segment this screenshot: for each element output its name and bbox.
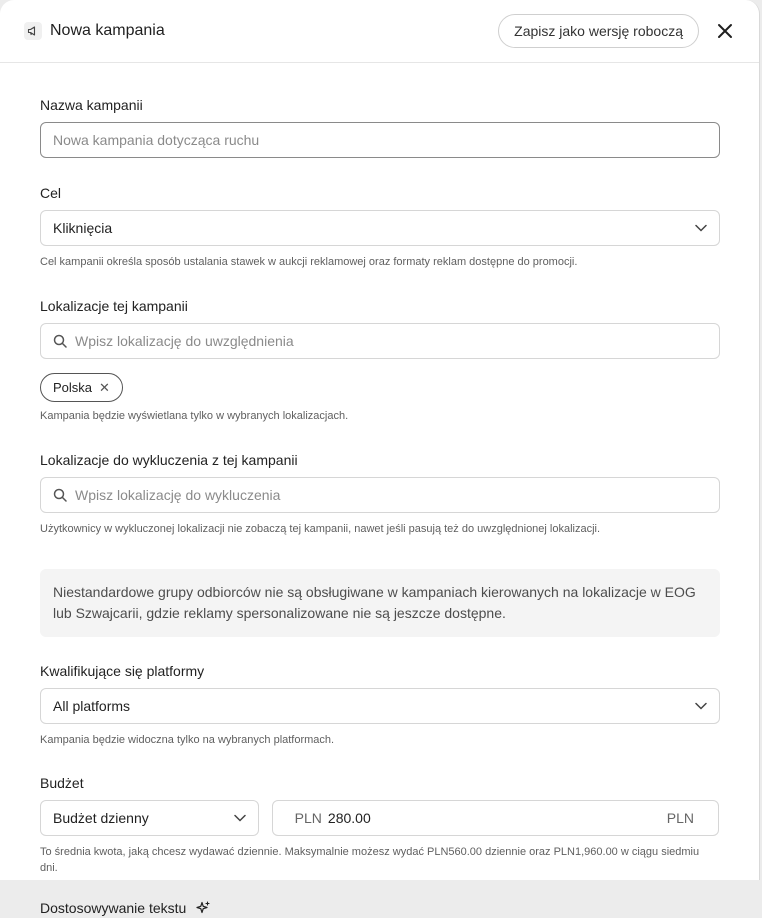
location-chip bbox=[40, 373, 123, 402]
search-icon bbox=[53, 334, 67, 348]
location-chip-label: Polska bbox=[53, 380, 93, 395]
platforms-value: All platforms bbox=[53, 698, 131, 714]
budget-row bbox=[40, 800, 719, 836]
panel-header bbox=[0, 0, 759, 63]
megaphone-icon bbox=[24, 22, 42, 40]
excluded-locations-label: Lokalizacje do wykluczenia z tej kampanii bbox=[40, 452, 298, 468]
goal-help: Cel kampanii określa sposób ustalania stawek w aukcji reklamowej oraz formaty reklam dostępne do promocji. bbox=[40, 256, 578, 268]
text-customization-section bbox=[40, 900, 719, 918]
goal-section bbox=[40, 185, 719, 270]
locations-section bbox=[40, 298, 719, 424]
locations-search-input[interactable] bbox=[75, 333, 707, 349]
budget-type-select[interactable] bbox=[40, 800, 259, 836]
budget-type-value: Budżet dzienny bbox=[53, 810, 149, 826]
budget-amount-value[interactable]: 280.00 bbox=[327, 810, 371, 826]
campaign-name-field[interactable] bbox=[40, 122, 720, 158]
locations-help: Kampania będzie wyświetlana tylko w wybranych lokalizacjach. bbox=[40, 410, 349, 422]
currency-prefix: PLN bbox=[294, 810, 322, 826]
budget-section bbox=[40, 775, 719, 876]
close-icon[interactable]: ✕ bbox=[99, 379, 110, 395]
excluded-locations-help: Użytkownicy w wykluczonej lokalizacji nie zobaczą tej kampanii, nawet jeśli pasują też do uwzględnionej lokalizacji. bbox=[40, 523, 601, 535]
eea-notice: Niestandardowe grupy odbiorców nie są obsługiwane w kampaniach kierowanych na lokalizacje w EOG lub Szwajcarii, gdzie reklamy spersonalizowane nie są jeszcze dostępne. bbox=[40, 569, 720, 637]
excluded-locations-search-input[interactable] bbox=[75, 487, 707, 503]
budget-label: Budżet bbox=[40, 775, 84, 791]
excluded-locations-search-field[interactable] bbox=[40, 477, 720, 513]
chevron-down-icon bbox=[695, 224, 707, 232]
sparkle-icon bbox=[196, 901, 210, 915]
locations-label: Lokalizacje tej kampanii bbox=[40, 298, 188, 314]
goal-value: Kliknięcia bbox=[53, 220, 113, 236]
currency-suffix: PLN bbox=[666, 810, 694, 826]
close-icon[interactable] bbox=[713, 19, 737, 43]
excluded-locations-section bbox=[40, 452, 719, 537]
platforms-label: Kwalifikujące się platformy bbox=[40, 663, 205, 679]
page-title: Nowa kampania bbox=[50, 22, 165, 39]
budget-help: To średnia kwota, jaką chcesz wydawać dziennie. Maksymalnie możesz wydać PLN560.00 dziennie oraz PLN1,960.00 w ciągu siedmiu dni. bbox=[40, 846, 700, 874]
chevron-down-icon bbox=[695, 702, 707, 710]
goal-label: Cel bbox=[40, 185, 62, 201]
form-content bbox=[0, 63, 759, 918]
platforms-help: Kampania będzie widoczna tylko na wybranych platformach. bbox=[40, 734, 335, 746]
goal-select[interactable] bbox=[40, 210, 720, 246]
locations-search-field[interactable] bbox=[40, 323, 720, 359]
text-customization-label: Dostosowywanie tekstu bbox=[40, 900, 187, 916]
platforms-section bbox=[40, 663, 719, 748]
campaign-name-input[interactable] bbox=[53, 132, 707, 148]
campaign-name-section bbox=[40, 97, 719, 158]
platforms-select[interactable] bbox=[40, 688, 720, 724]
chevron-down-icon bbox=[234, 814, 246, 822]
save-draft-button[interactable]: Zapisz jako wersję roboczą bbox=[498, 14, 699, 48]
search-icon bbox=[53, 488, 67, 502]
budget-amount-field[interactable] bbox=[272, 800, 719, 836]
campaign-name-label: Nazwa kampanii bbox=[40, 97, 143, 113]
